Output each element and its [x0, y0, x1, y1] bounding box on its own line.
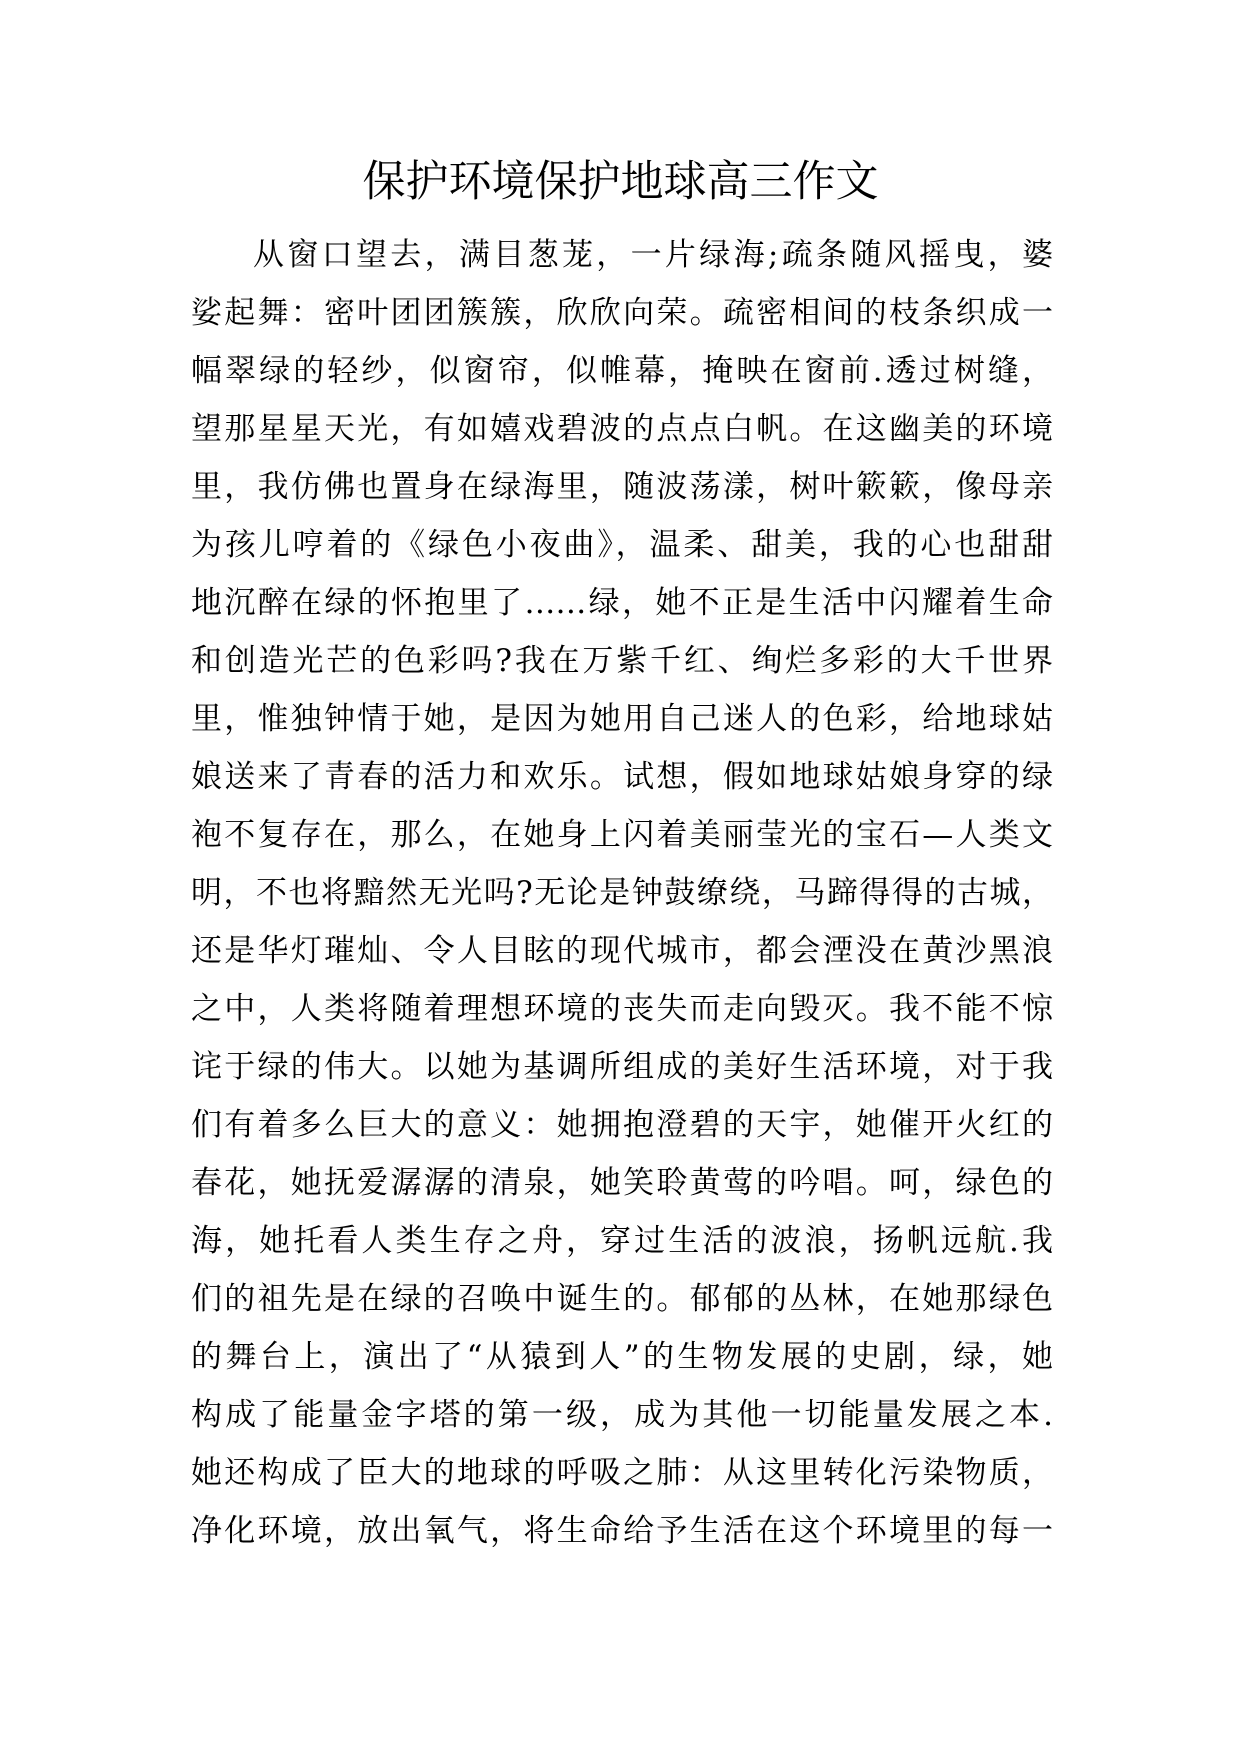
body-line: 还是华灯璀灿、令人目眩的现代城市，都会湮没在黄沙黑浪 — [191, 933, 1053, 969]
body-line: 从窗口望去，满目葱茏，一片绿海;疏条随风摇曳，婆 — [253, 237, 1053, 273]
body-line: 诧于绿的伟大。以她为基调所组成的美好生活环境，对于我 — [191, 1049, 1053, 1085]
body-line: 为孩儿哼着的《绿色小夜曲》，温柔、甜美，我的心也甜甜 — [191, 527, 1053, 563]
document-body — [191, 226, 1053, 1560]
body-line: 海，她托看人类生存之舟，穿过生活的波浪，扬帆远航.我 — [191, 1223, 1053, 1259]
body-line: 娘送来了青春的活力和欢乐。试想，假如地球姑娘身穿的绿 — [191, 759, 1053, 795]
body-line: 袍不复存在，那么，在她身上闪着美丽莹光的宝石—人类文 — [191, 817, 1053, 853]
body-line: 构成了能量金字塔的第一级，成为其他一切能量发展之本. — [191, 1397, 1053, 1433]
body-line: 里，我仿佛也置身在绿海里，随波荡漾，树叶簌簌，像母亲 — [191, 469, 1053, 505]
body-line: 们的祖先是在绿的召唤中诞生的。郁郁的丛林，在她那绿色 — [191, 1281, 1053, 1317]
body-line: 她还构成了臣大的地球的呼吸之肺：从这里转化污染物质， — [191, 1455, 1053, 1491]
document-title: 保护环境保护地球高三作文 — [362, 157, 879, 207]
body-line: 和创造光芒的色彩吗?我在万紫千红、绚烂多彩的大千世界 — [191, 643, 1053, 679]
body-line: 的舞台上，演出了“从猿到人”的生物发展的史剧，绿，她 — [191, 1339, 1053, 1375]
body-line: 净化环境，放出氧气，将生命给予生活在这个环境里的每一 — [191, 1513, 1053, 1549]
body-line: 明，不也将黯然无光吗?无论是钟鼓缭绕，马蹄得得的古城， — [191, 875, 1053, 911]
body-line: 望那星星天光，有如嬉戏碧波的点点白帆。在这幽美的环境 — [191, 411, 1053, 447]
body-line: 地沉醉在绿的怀抱里了……绿，她不正是生活中闪耀着生命 — [191, 585, 1053, 621]
body-line: 之中，人类将随着理想环境的丧失而走向毁灭。我不能不惊 — [191, 991, 1053, 1027]
body-line: 里，惟独钟情于她，是因为她用自己迷人的色彩，给地球姑 — [191, 701, 1053, 737]
body-line: 们有着多么巨大的意义：她拥抱澄碧的天宇，她催开火红的 — [191, 1107, 1053, 1143]
body-line: 春花，她抚爱潺潺的清泉，她笑聆黄莺的吟唱。呵，绿色的 — [191, 1165, 1053, 1201]
body-line: 娑起舞：密叶团团簇簇，欣欣向荣。疏密相间的枝条织成一 — [191, 295, 1053, 331]
body-line: 幅翠绿的轻纱，似窗帘，似帷幕，掩映在窗前.透过树缝， — [191, 353, 1053, 389]
